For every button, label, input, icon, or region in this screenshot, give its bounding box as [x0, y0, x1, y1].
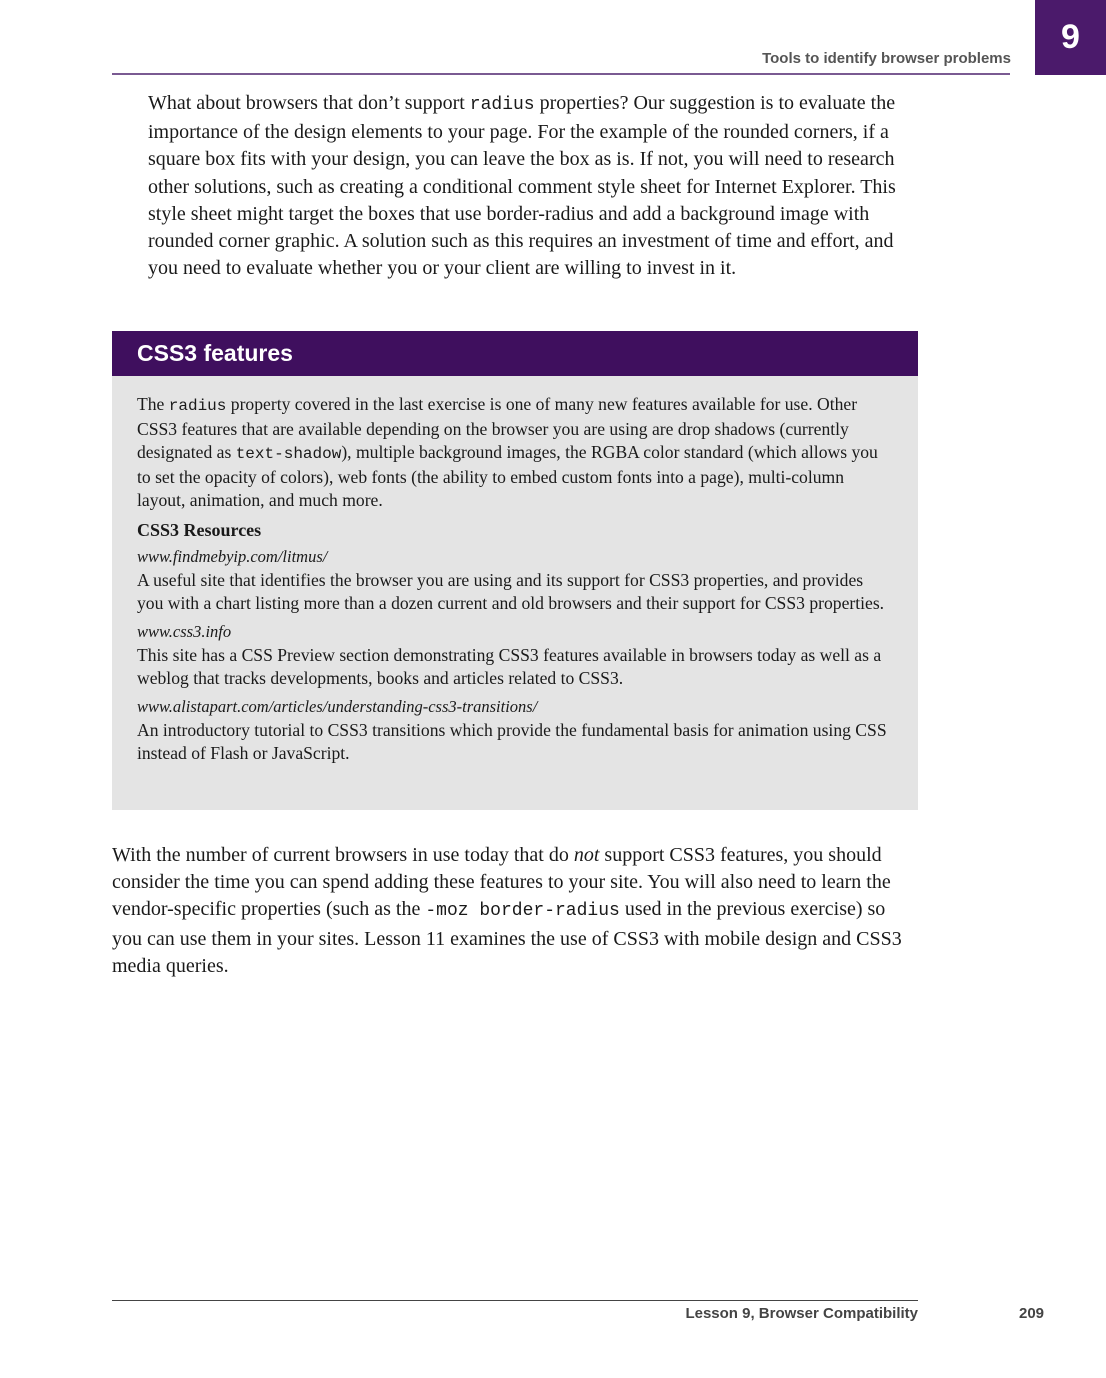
- closing-code-moz-border-radius: -moz border-radius: [425, 901, 620, 922]
- resource-url[interactable]: www.alistapart.com/articles/understanding-css3-transitions/: [137, 697, 538, 716]
- sidebar-text-3: ), multiple background images, the RGBA color standard (which allows you to set the opacity of colors), web fonts (the ability to embed custom fonts into a page), multi-column layout, animation, and much more.: [137, 442, 878, 510]
- resource-description: A useful site that identifies the browser you are using and its support for CSS3 properties, and provides you with a chart listing more than a dozen current and old browsers and their support for CSS3 properties.: [137, 570, 885, 613]
- sidebar-title: CSS3 features: [112, 331, 918, 376]
- sidebar-text-1: The: [137, 394, 169, 414]
- closing-text-3: used in the previous exercise) so you can use them in your sites. Lesson 11 examines the use of CSS3 with mobile design and CSS3 media queries.: [112, 898, 902, 977]
- intro-paragraph: [148, 90, 918, 282]
- intro-code-radius: radius: [469, 95, 535, 115]
- sidebar-paragraph: [137, 393, 893, 512]
- sidebar-code-radius: radius: [168, 397, 227, 415]
- closing-text-2: support CSS3 features, you should consider the time you can spend adding these features to your site. You will also need to learn the vendor-specific properties (such as the: [112, 844, 891, 921]
- closing-emphasis-not: not: [573, 844, 600, 866]
- footer-divider: [112, 1300, 918, 1301]
- intro-text-1: What about browsers that don’t support: [148, 92, 470, 114]
- footer-lesson-title: Lesson 9, Browser Compatibility: [685, 1305, 918, 1322]
- resource-url[interactable]: www.css3.info: [137, 622, 232, 641]
- intro-text-2: properties? Our suggestion is to evaluate the importance of the design elements to your page. For the example of the rounded corners, if a square box fits with your design, you can leave the box as is. If not, you will need to research other solutions, such as creating a conditional comment style sheet for Internet Explorer. This style sheet might target the boxes that use border-radius and add a background image with rounded corner graphic. A solution such as this requires an investment of time and effort, and you need to evaluate whether you or your client are willing to invest in it.: [148, 92, 896, 280]
- sidebar-text-2: property covered in the last exercise is one of many new features available for use. Other CSS3 features that are available depending on the browser you are using are drop shadows (currently designated as: [137, 394, 858, 462]
- header-divider: [112, 73, 1010, 75]
- resource-description: This site has a CSS Preview section demonstrating CSS3 features available in browsers today as well as a weblog that tracks developments, books and articles related to CSS3.: [137, 645, 882, 688]
- page-number: 209: [1019, 1305, 1045, 1322]
- running-header-title: Tools to identify browser problems: [762, 50, 1011, 67]
- css3-features-sidebar: [112, 331, 918, 810]
- sidebar-code-text-shadow: text-shadow: [235, 445, 342, 463]
- closing-text-1: With the number of current browsers in use today that do: [112, 844, 574, 866]
- chapter-number-tab: 9: [1035, 0, 1106, 75]
- resource-description: An introductory tutorial to CSS3 transitions which provide the fundamental basis for animation using CSS instead of Flash or JavaScript.: [137, 720, 887, 763]
- closing-paragraph: [112, 842, 918, 980]
- sidebar-body: [112, 376, 918, 765]
- resource-url[interactable]: www.findmebyip.com/litmus/: [137, 547, 328, 566]
- resources-heading: CSS3 Resources: [137, 520, 262, 540]
